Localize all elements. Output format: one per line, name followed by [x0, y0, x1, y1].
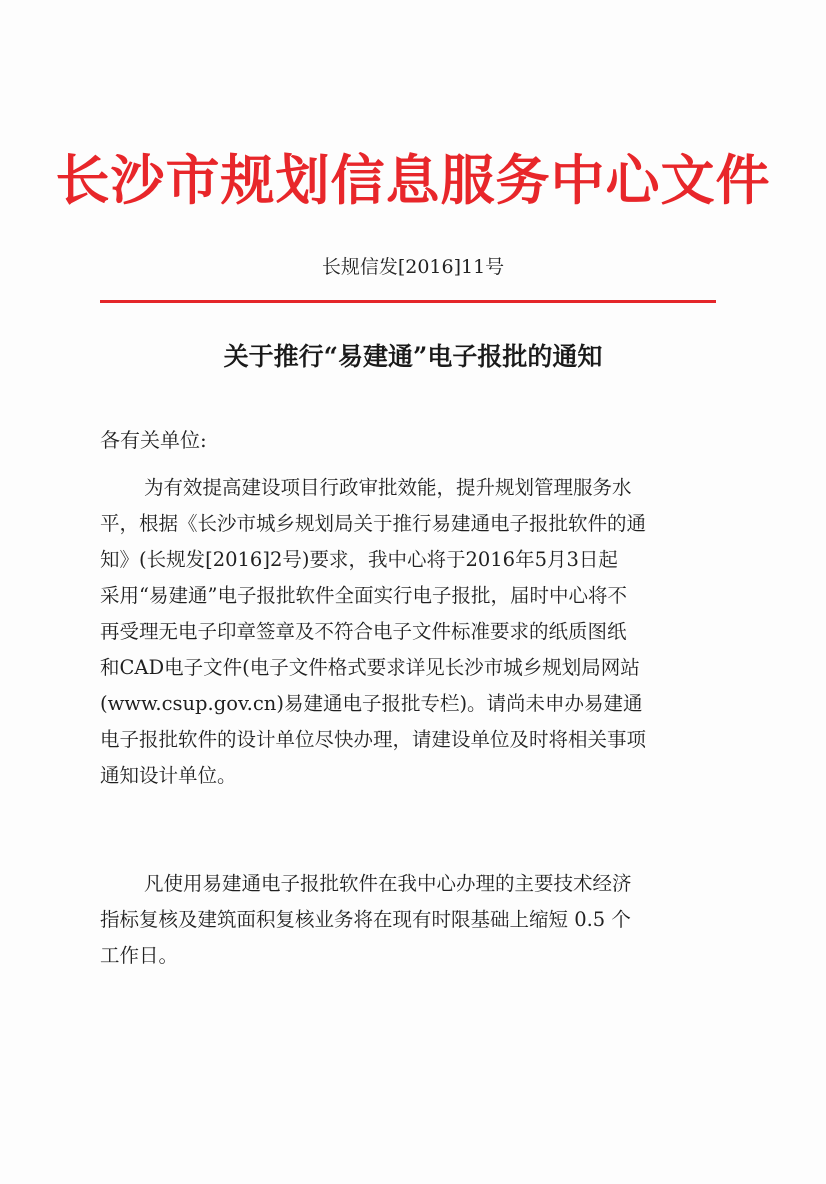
body-paragraph-1 — [100, 470, 720, 794]
salutation: 各有关单位: — [100, 428, 207, 452]
paragraph-line: 为有效提高建设项目行政审批效能，提升规划管理服务水 — [144, 476, 632, 499]
paragraph-line: 电子报批软件的设计单位尽快办理，请建设单位及时将相关事项 — [100, 728, 647, 751]
red-divider-line — [100, 300, 716, 303]
paragraph-line: 再受理无电子印章签章及不符合电子文件标准要求的纸质图纸 — [100, 620, 627, 643]
notice-title: 关于推行“易建通”电子报批的通知 — [223, 342, 603, 371]
paragraph-line: 凡使用易建通电子报批软件在我中心办理的主要技术经济 — [144, 872, 632, 895]
body-paragraph-2 — [100, 866, 720, 974]
paragraph-line: 通知设计单位。 — [100, 764, 237, 787]
paragraph-line: 工作日。 — [100, 944, 179, 967]
paragraph-line: 和CAD电子文件(电子文件格式要求详见长沙市城乡规划局网站 — [100, 656, 640, 679]
paragraph-line: 采用“易建通”电子报批软件全面实行电子报批，届时中心将不 — [100, 584, 627, 607]
header-title: 长沙市规划信息服务中心文件 — [55, 148, 771, 212]
paragraph-line: 平，根据《长沙市城乡规划局关于推行易建通电子报批软件的通 — [100, 512, 647, 535]
paragraph-line: 知》(长规发[2016]2号)要求，我中心将于2016年5月3日起 — [100, 548, 618, 571]
document-number: 长规信发[2016]11号 — [321, 256, 505, 278]
paragraph-line: (www.csup.gov.cn)易建通电子报批专栏)。请尚未申办易建通 — [100, 692, 643, 715]
paragraph-line: 指标复核及建筑面积复核业务将在现有时限基础上缩短 0.5 个 — [100, 908, 631, 931]
